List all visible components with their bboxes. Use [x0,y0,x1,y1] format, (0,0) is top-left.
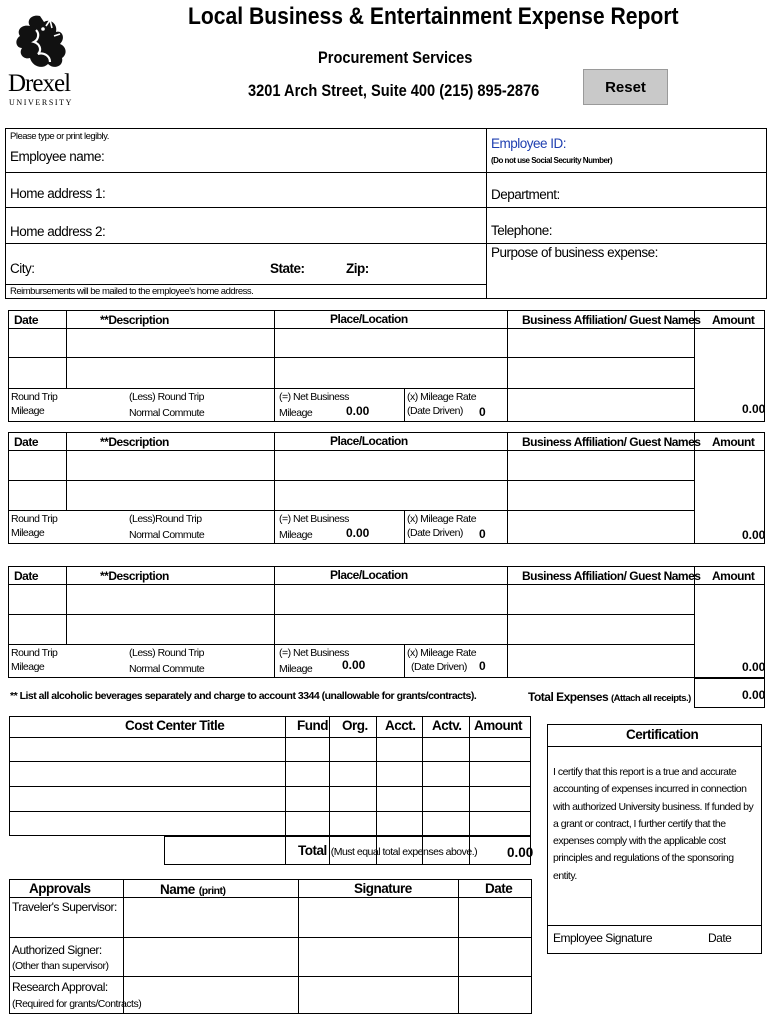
dragon-icon [10,12,70,74]
cc-amount-header: Amount [474,718,522,733]
net-mileage-value: 0.00 [346,526,370,540]
approval-row-label: Authorized Signer: [12,943,102,957]
col-description: **Description [100,569,169,583]
employee-name-input[interactable] [100,148,480,168]
reset-button[interactable]: Reset [583,69,668,105]
employee-id-label: Employee ID: [491,136,567,151]
net-mileage-label: Mileage [279,407,313,419]
col-amount: Amount [712,313,755,327]
mileage-rate-label: (x) Mileage Rate [407,513,477,525]
department-subtitle: Procurement Services [318,48,473,67]
print-legibly-note: Please type or print legibly. [10,131,109,142]
date-driven-label: (Date Driven) [407,405,463,417]
cc-fund-header: Fund [297,718,328,733]
col-place: Place/Location [330,568,408,582]
col-description: **Description [100,435,169,449]
normal-commute-label: Normal Commute [129,407,205,419]
col-place: Place/Location [330,434,408,448]
certification-text: I certify that this report is a true and accurate accounting of expenses incurred in connection with authorized University business. If funded by a grant or contract, I further certify that the expenses comply with the applicable cost principles and regulations of the sponsoring entity. [553,766,754,882]
round-trip-label: Round Trip [11,391,58,403]
home-address-2-label: Home address 2: [10,224,106,239]
signature-header: Signature [354,881,412,896]
net-mileage-label: Mileage [279,529,313,541]
normal-commute-label: Normal Commute [129,529,205,541]
state-label: State: [270,261,305,276]
less-round-trip-label: (Less) Round Trip [129,391,204,403]
mileage-rate-value: 0 [479,527,486,541]
col-date: Date [14,313,39,327]
cc-actv-header: Actv. [432,718,462,733]
date-driven-label: (Date Driven) [407,527,463,539]
cc-total-value: 0.00 [507,845,534,860]
approval-row-label: Research Approval: [12,980,108,994]
col-amount: Amount [712,569,755,583]
employee-id-note: (Do not use Social Security Number) [491,156,613,165]
logo-name: Drexel [8,70,71,97]
net-mileage-label: Mileage [279,663,313,675]
cc-title-header: Cost Center Title [125,718,225,733]
col-date: Date [14,435,39,449]
certification-title: Certification [626,727,699,742]
cc-org-header: Org. [342,718,368,733]
home-address-1-label: Home address 1: [10,186,106,201]
name-header: Name (print) [160,882,226,897]
mileage-label: Mileage [11,405,45,417]
mileage-label: Mileage [11,661,45,673]
less-round-trip-label: (Less)Round Trip [129,513,202,525]
state-input[interactable] [305,258,343,278]
telephone-label: Telephone: [491,223,553,238]
certification-date-label: Date [708,931,732,945]
purpose-input[interactable] [490,263,762,295]
approvals-header: Approvals [29,881,91,896]
cc-total-label: Total (Must equal total expenses above.) [298,843,478,858]
net-mileage-value: 0.00 [342,658,366,672]
mileage-label: Mileage [11,527,45,539]
net-business-label: (=) Net Business [279,647,349,659]
alcohol-note: ** List all alcoholic beverages separately and charge to account 3344 (unallowable for grants/contracts). [10,690,477,702]
office-address: 3201 Arch Street, Suite 400 (215) 895-2876 [248,81,540,100]
net-business-label: (=) Net Business [279,391,349,403]
round-trip-label: Round Trip [11,647,58,659]
department-input[interactable] [570,184,762,204]
col-place: Place/Location [330,312,408,326]
approval-row-note: (Required for grants/Contracts) [12,998,142,1010]
purpose-label: Purpose of business expense: [491,245,658,260]
col-affiliation: Business Affiliation/ Guest Names [522,569,701,583]
total-expenses-value: 0.00 [742,688,766,702]
home-address-2-input[interactable] [105,221,480,241]
round-trip-label: Round Trip [11,513,58,525]
city-input[interactable] [42,258,262,278]
col-affiliation: Business Affiliation/ Guest Names [522,435,701,449]
page-title: Local Business & Entertainment Expense Report [188,3,679,30]
city-label: City: [10,261,35,276]
col-amount: Amount [712,435,755,449]
mileage-rate-label: (x) Mileage Rate [407,647,477,659]
net-mileage-value: 0.00 [346,404,370,418]
cc-acct-header: Acct. [385,718,416,733]
net-business-label: (=) Net Business [279,513,349,525]
home-address-1-input[interactable] [105,184,480,204]
approval-row-label: Traveler's Supervisor: [12,900,117,914]
date-header: Date [485,881,513,896]
normal-commute-label: Normal Commute [129,663,205,675]
mileage-rate-value: 0 [479,659,486,673]
zip-label: Zip: [346,261,369,276]
employee-signature-label: Employee Signature [553,931,653,945]
drexel-logo [8,12,72,107]
mileage-rate-label: (x) Mileage Rate [407,391,477,403]
mileage-rate-value: 0 [479,405,486,419]
logo-subtitle: UNIVERSITY [9,98,73,107]
zip-input[interactable] [372,258,480,278]
total-expenses-label: Total Expenses (Attach all receipts.) [528,690,691,704]
employee-id-input[interactable] [575,134,763,152]
col-description: **Description [100,313,169,327]
telephone-input[interactable] [560,220,762,240]
mail-note: Reimbursements will be mailed to the employee's home address. [10,286,254,297]
mileage-amount: 0.00 [742,528,766,542]
date-driven-label: (Date Driven) [411,661,467,673]
mileage-amount: 0.00 [742,660,766,674]
department-label: Department: [491,187,560,202]
employee-name-label: Employee name: [10,149,105,164]
approval-row-note: (Other than supervisor) [12,960,109,972]
less-round-trip-label: (Less) Round Trip [129,647,204,659]
mileage-amount: 0.00 [742,402,766,416]
col-date: Date [14,569,39,583]
col-affiliation: Business Affiliation/ Guest Names [522,313,701,327]
